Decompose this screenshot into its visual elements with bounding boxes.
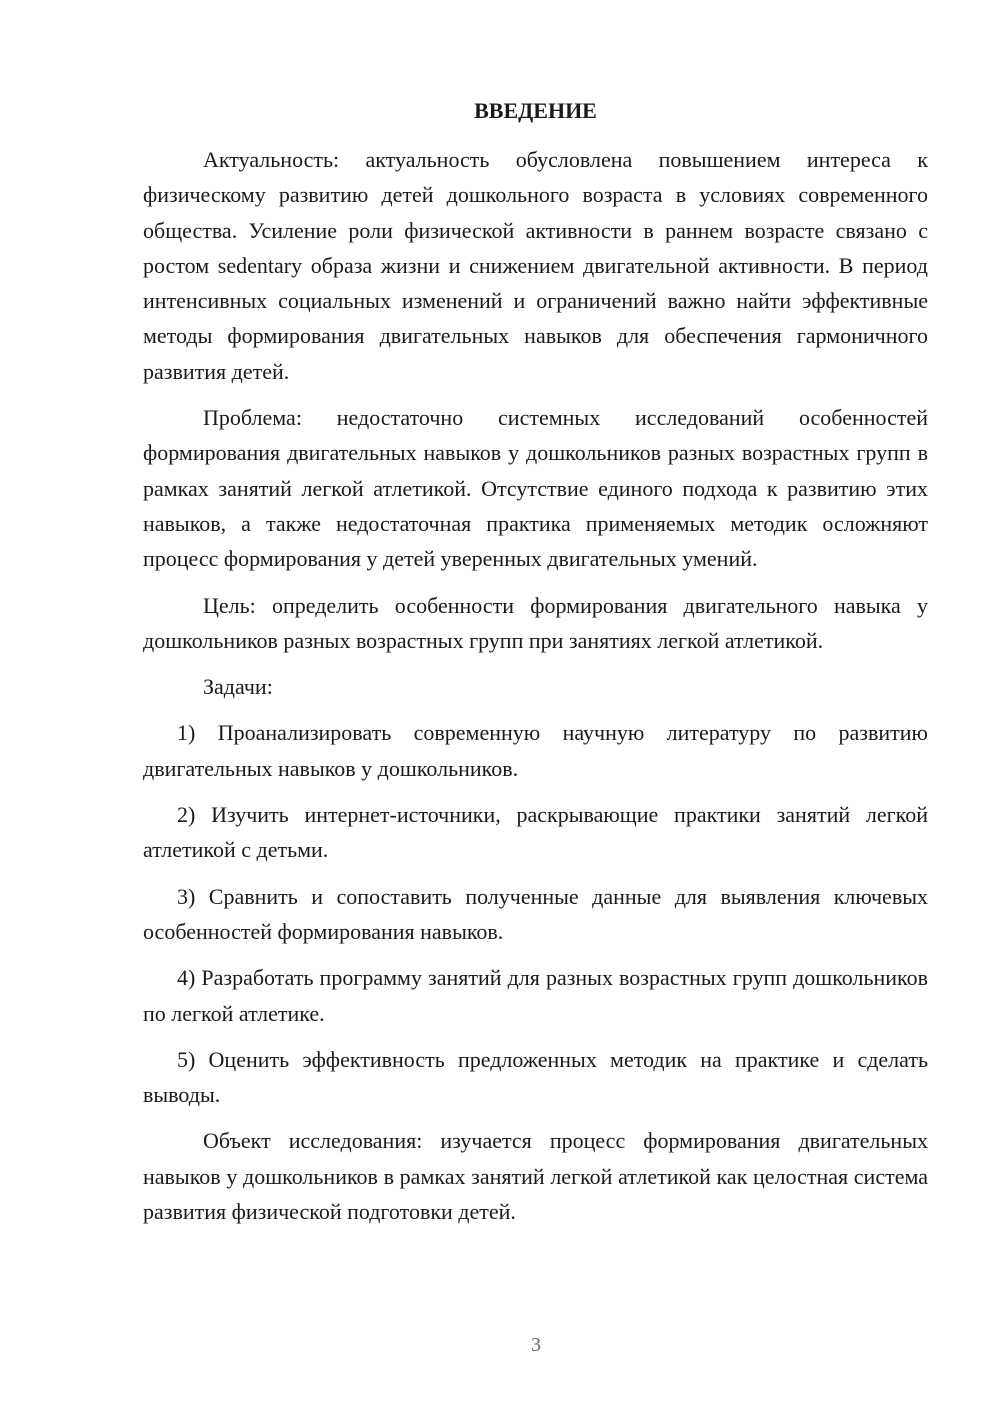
task-item-1: 1) Проанализировать современную научную литературу по развитию двигательных навыков у дошкольников. bbox=[143, 720, 928, 781]
task-item-4: 4) Разработать программу занятий для разных возрастных групп дошкольников по легкой атлетике. bbox=[143, 965, 928, 1026]
paragraph-relevance: Актуальность: актуальность обусловлена повышением интереса к физическому развитию детей дошкольного возраста в условиях современного общества. Усиление роли физической активности в раннем возрасте связано с ростом sedentary образа жизни и снижением двигательной активности. В период интенсивных социальных изменений и ограничений важно найти эффективные методы формирования двигательных навыков для обеспечения гармоничного развития детей. bbox=[143, 147, 928, 384]
page-content bbox=[143, 96, 928, 1240]
tasks-label: Задачи: bbox=[203, 674, 273, 700]
paragraph-problem: Проблема: недостаточно системных исследований особенностей формирования двигательных навыков у дошкольников разных возрастных групп в рамках занятий легкой атлетикой. Отсутствие единого подхода к развитию этих навыков, а также недостаточная практика применяемых методик осложняют процесс формирования у детей уверенных двигательных умений. bbox=[143, 405, 928, 572]
task-item-5: 5) Оценить эффективность предложенных методик на практике и сделать выводы. bbox=[143, 1046, 928, 1108]
paragraph-goal: Цель: определить особенности формирования двигательного навыка у дошкольников разных возрастных групп при занятиях легкой атлетикой. bbox=[143, 592, 928, 653]
task-item-2: 2) Изучить интернет-источники, раскрывающие практики занятий легкой атлетикой с детьми. bbox=[143, 802, 928, 863]
task-item-3: 3) Сравнить и сопоставить полученные данные для выявления ключевых особенностей формирования навыков. bbox=[143, 883, 928, 944]
paragraph-object: Объект исследования: изучается процесс формирования двигательных навыков у дошкольников в рамках занятий легкой атлетикой как целостная система развития физической подготовки детей. bbox=[143, 1128, 928, 1225]
page-number: 3 bbox=[531, 1334, 541, 1356]
section-heading: ВВЕДЕНИЕ bbox=[474, 98, 597, 123]
